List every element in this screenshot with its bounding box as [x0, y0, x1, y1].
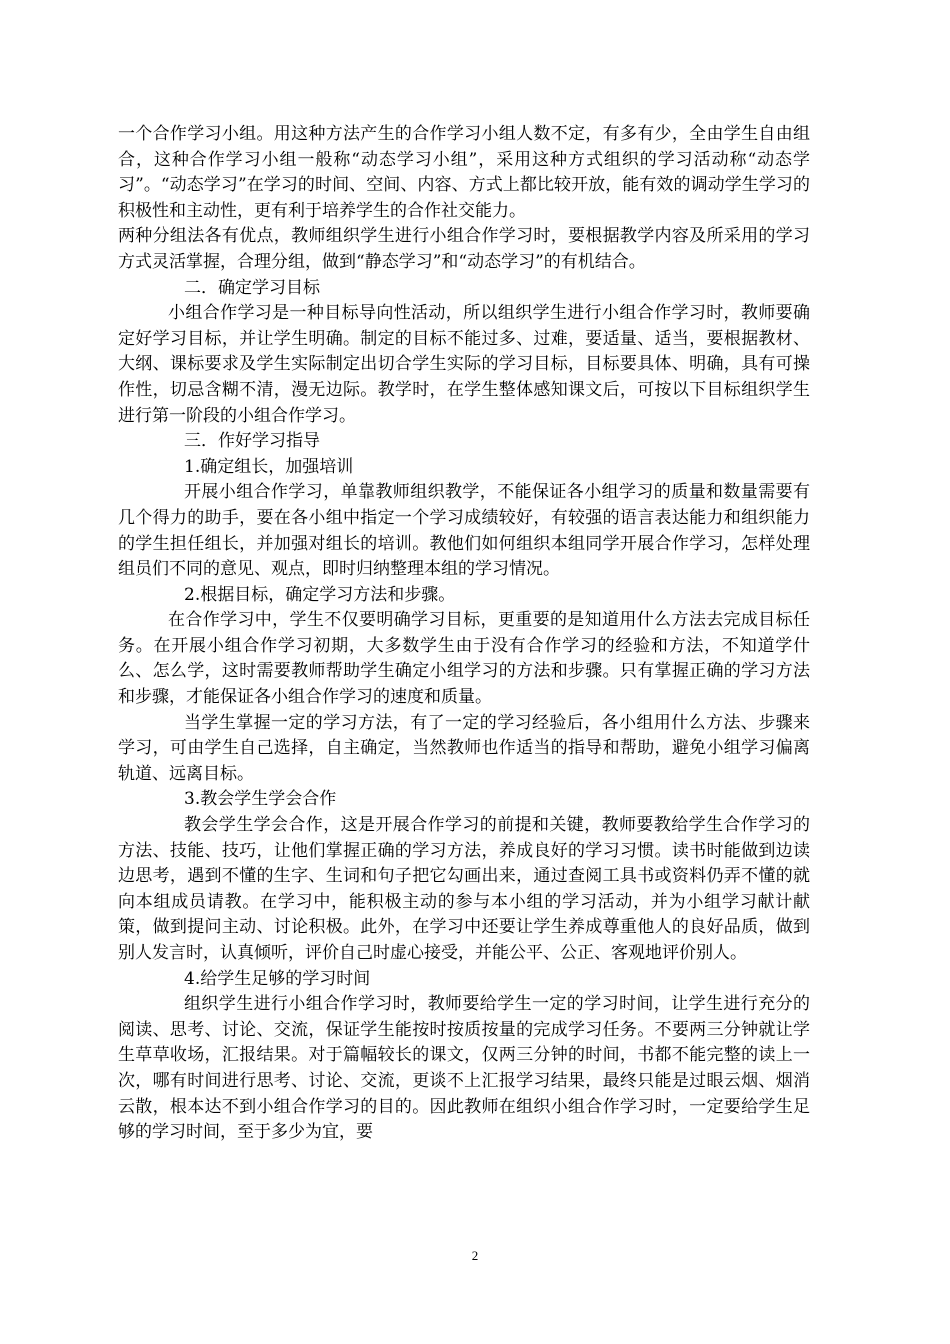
- paragraph-learning-goals: 小组合作学习是一种目标导向性活动，所以组织学生进行小组合作学习时，教师要确定好学习目标，并让学生明确。制定的目标不能过多、过难，要适量、适当，要根据教材、大纲、课标要求及学生实际制定出切合学生实际的学习目标，目标要具体、明确，具有可操作性，切忌含糊不清，漫无边际。教学时，在学生整体感知课文后，可按以下目标组织学生进行第一阶段的小组合作学习。: [118, 303, 810, 426]
- paragraph-enough-time: 组织学生进行小组合作学习时，教师要给学生一定的学习时间，让学生进行充分的阅读、思考、讨论、交流，保证学生能按时按质按量的完成学习任务。不要两三分钟就让学生草草收场，汇报结果。对于篇幅较长的课文，仅两三分钟的时间，书都不能完整的读上一次，哪有时间进行思考、讨论、交流，更谈不上汇报学习结果，最终只能是过眼云烟、烟消云散，根本达不到小组合作学习的目的。因此教师在组织小组合作学习时，一定要给学生足够的学习时间，至于多少为宜，要: [118, 994, 810, 1143]
- section-heading-learning-guidance: 三．作好学习指导: [184, 431, 320, 452]
- paragraph-teach-cooperation: 教会学生学会合作，这是开展合作学习的前提和关键，教师要教给学生合作学习的方法、技能、技巧，让他们掌握正确的学习方法，养成良好的学习习惯。读书时能做到边读边思考，遇到不懂的生字、生词和句子把它勾画出来，通过查阅工具书或资料仍弄不懂的就向本组成员请教。在学习中，能积极主动的参与本小组的学习活动，并为小组学习献计献策，做到提问主动、讨论积极。此外，在学习中还要让学生养成尊重他人的良好品质，做到别人发言时，认真倾听，评价自己时虚心接受，并能公平、公正、客观地评价别人。: [118, 815, 810, 963]
- subheading-teach-cooperation: 3.教会学生学会合作: [184, 789, 337, 810]
- subheading-group-leader: 1.确定组长，加强培训: [184, 456, 354, 477]
- paragraph-methods-steps: 在合作学习中，学生不仅要明确学习目标，更重要的是知道用什么方法去完成目标任务。在开展小组合作学习初期，大多数学生由于没有合作学习的经验和方法，不知道学什么、怎么学，这时需要教师帮助学生确定小组学习的方法和步骤。只有掌握正确的学习方法和步骤，才能保证各小组合作学习的速度和质量。: [118, 610, 810, 708]
- paragraph-grouping-summary: 两种分组法各有优点，教师组织学生进行小组合作学习时，要根据教学内容及所采用的学习方式灵活掌握，合理分组，做到“静态学习”和“动态学习”的有机结合。: [118, 226, 810, 272]
- section-heading-learning-goals: 二．确定学习目标: [184, 277, 320, 298]
- document-body: [118, 122, 810, 1146]
- subheading-enough-time: 4.给学生足够的学习时间: [184, 968, 371, 989]
- page-number: 2: [471, 1248, 479, 1263]
- paragraph-self-selection: 当学生掌握一定的学习方法，有了一定的学习经验后，各小组用什么方法、步骤来学习，可由学生自己选择，自主确定，当然教师也作适当的指导和帮助，避免小组学习偏离轨道、远离目标。: [118, 712, 810, 784]
- paragraph-group-leader: 开展小组合作学习，单靠教师组织教学，不能保证各小组学习的质量和数量需要有几个得力的助手，要在各小组中指定一个学习成绩较好，有较强的语言表达能力和组织能力的学生担任组长，并加强对组长的培训。教他们如何组织本组同学开展合作学习，怎样处理组员们不同的意见、观点，即时归纳整理本组的学习情况。: [118, 482, 810, 580]
- subheading-methods-steps: 2.根据目标，确定学习方法和步骤。: [184, 584, 456, 605]
- paragraph-dynamic-groups: 一个合作学习小组。用这种方法产生的合作学习小组人数不定，有多有少，全由学生自由组合，这种合作学习小组一般称“动态学习小组”，采用这种方式组织的学习活动称“动态学习”。“动态学习”在学习的时间、空间、内容、方式上都比较开放，能有效的调动学生学习的积极性和主动性，更有利于培养学生的合作社交能力。: [118, 124, 810, 221]
